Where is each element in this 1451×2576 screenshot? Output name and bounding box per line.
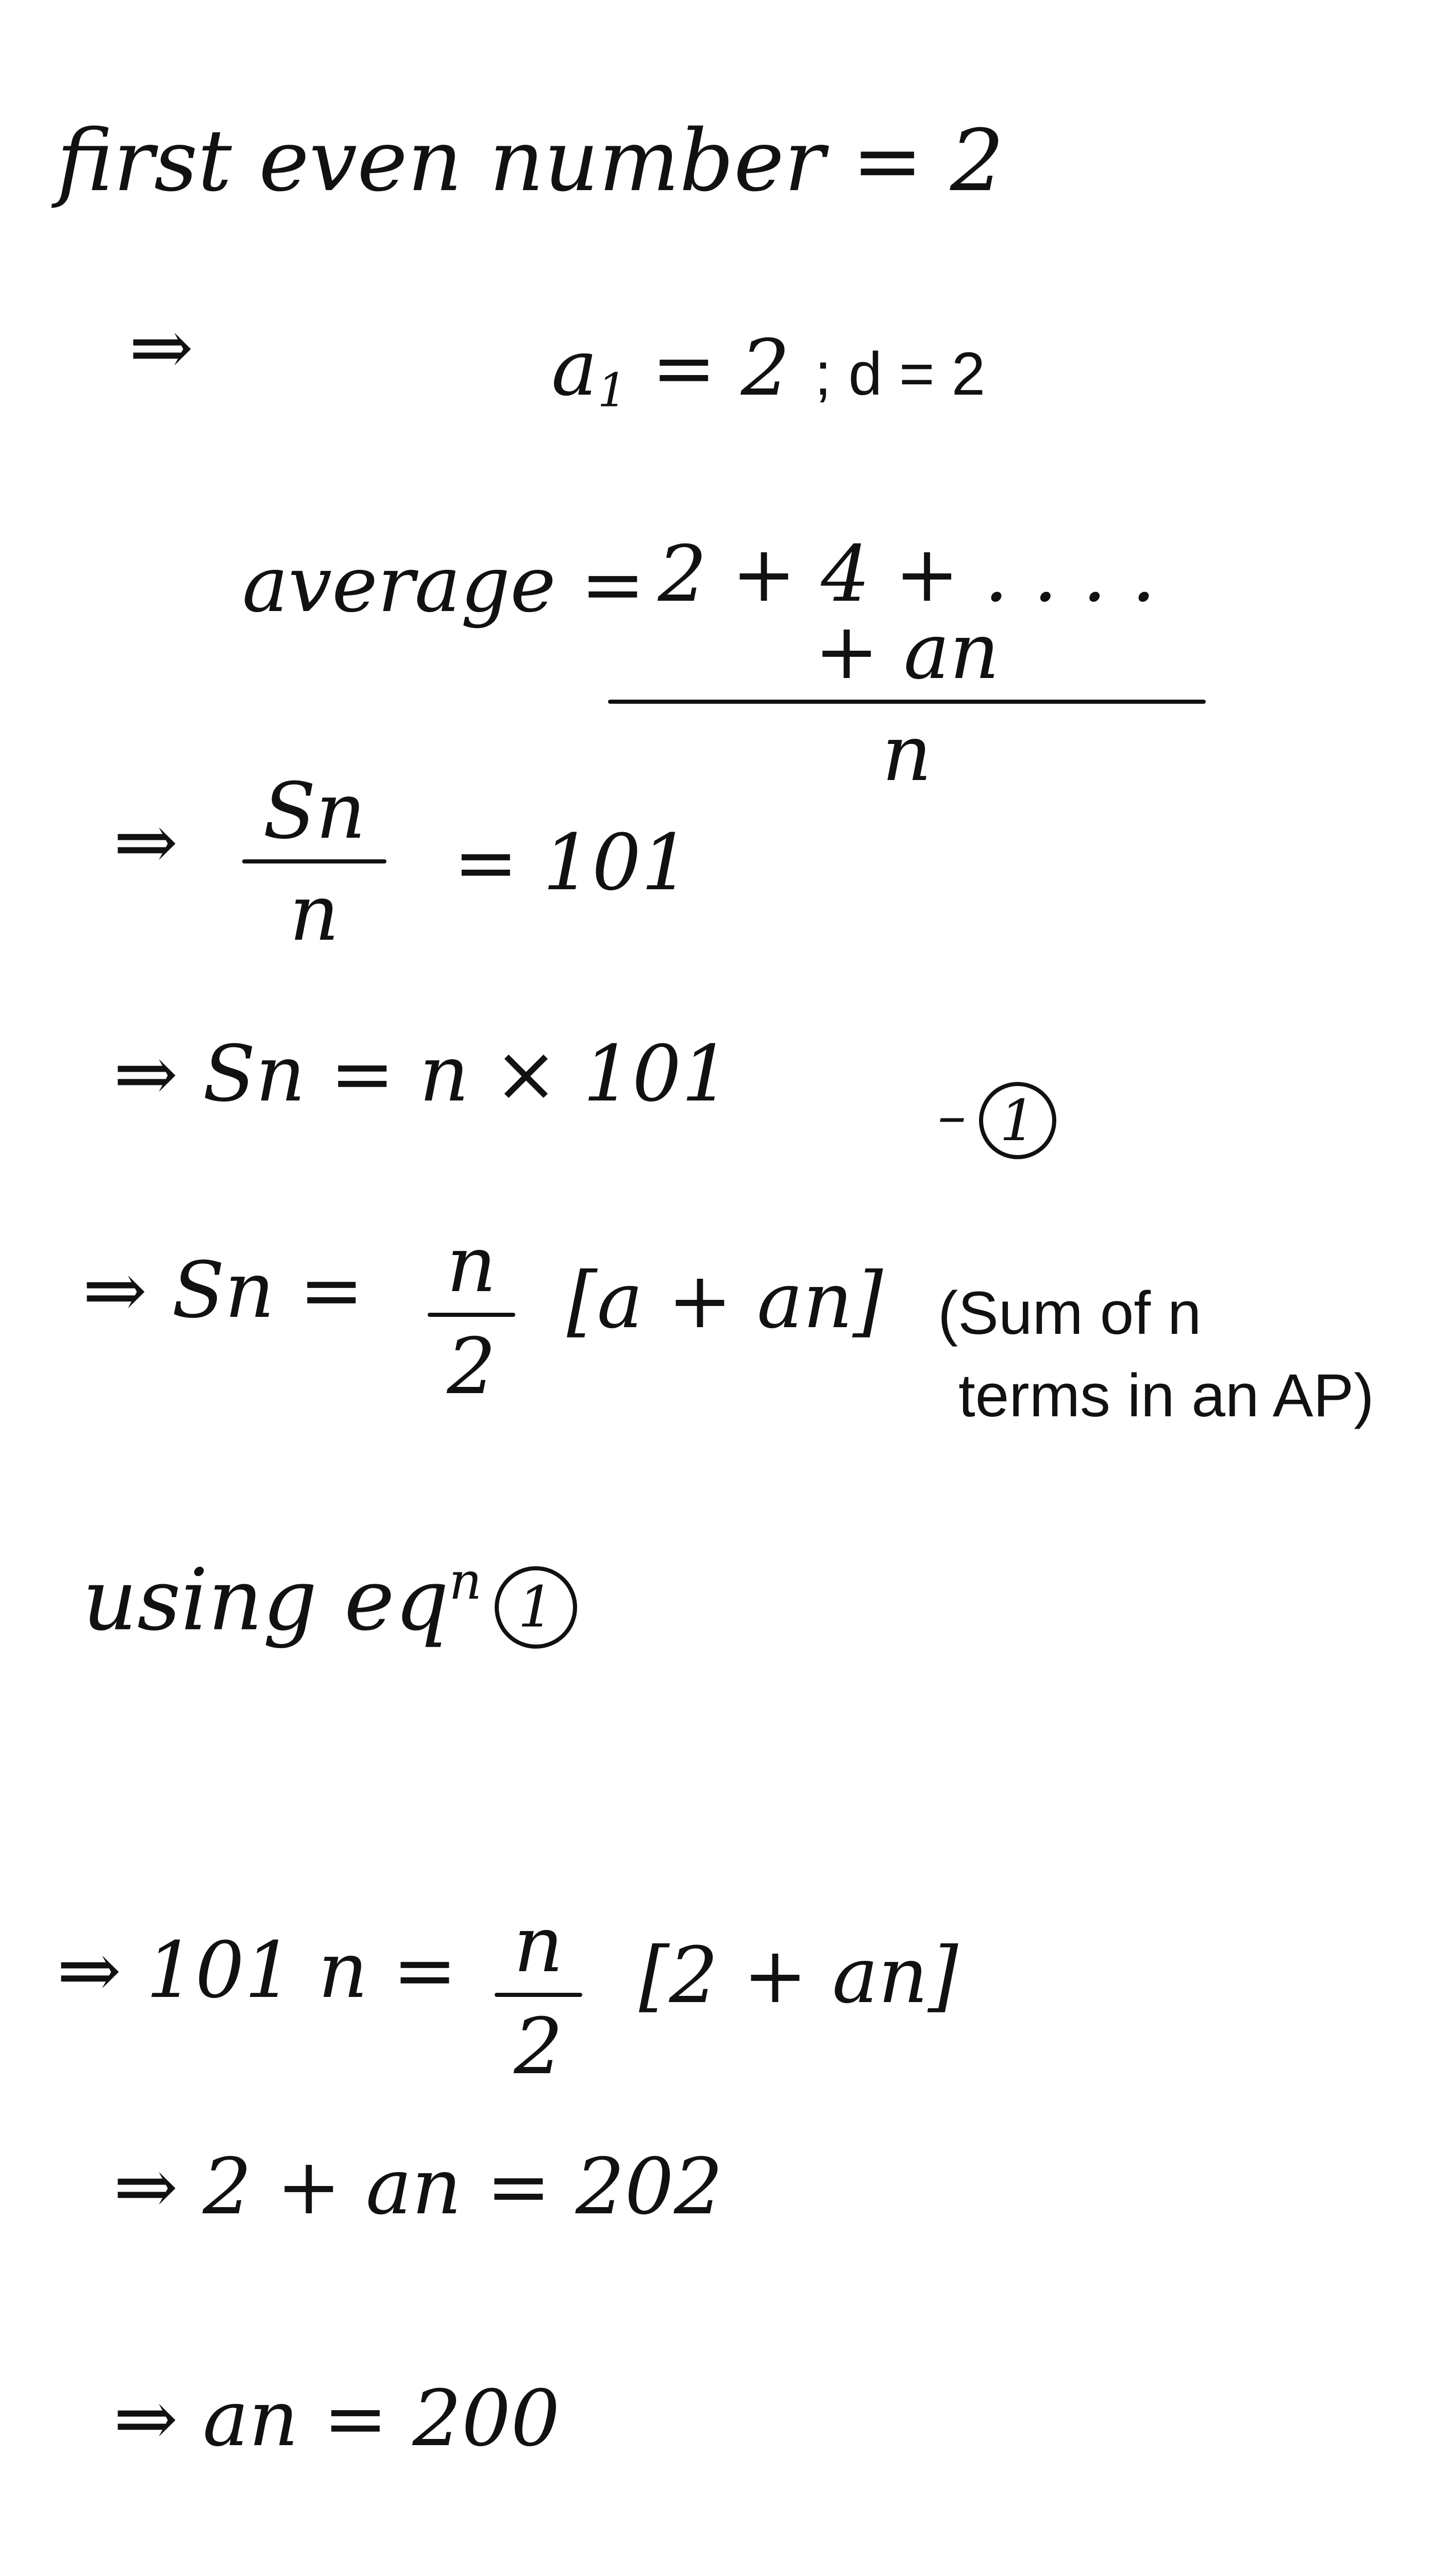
line-first-even-number: first even number = 2	[57, 111, 1004, 210]
a1-symbol: a	[551, 324, 598, 413]
two-denominator: 2	[514, 2002, 563, 2092]
eq-superscript: n	[449, 1552, 482, 1611]
using-eq-text: using eq	[82, 1550, 449, 1650]
arrow-line-4: ⇒	[113, 798, 178, 887]
line-2-plus-an-equals-202: ⇒ 2 + an = 202	[113, 2142, 723, 2232]
fraction-bar	[242, 859, 386, 863]
equation-number-1-circle: 1	[979, 1082, 1056, 1159]
note-sum-of-n: (Sum of n	[938, 1279, 1202, 1347]
n-numerator: n	[513, 1900, 564, 1990]
arrow-line-2: ⇒	[129, 303, 194, 393]
sn-numerator: Sn	[263, 767, 366, 856]
average-numerator: 2 + 4 + . . . . + an	[657, 530, 1156, 697]
n-over-2-fraction	[495, 1900, 582, 2092]
a1-subscript: 1	[597, 363, 627, 418]
line-6-left: ⇒ Sn =	[82, 1246, 364, 1335]
average-fraction	[608, 530, 1206, 799]
equals-101: = 101	[453, 818, 690, 908]
fraction-bar	[608, 700, 1206, 704]
line-sn-equals-n-times-101: ⇒ Sn = n × 101	[113, 1029, 731, 1119]
note-terms-in-an-ap: terms in an AP)	[958, 1362, 1374, 1430]
average-denominator: n	[882, 709, 932, 799]
equation-tag-dash: –	[938, 1082, 966, 1148]
common-difference-typed: ; d = 2	[814, 340, 986, 408]
fraction-bar	[428, 1313, 515, 1317]
line-a1	[551, 324, 986, 418]
fraction-bar	[495, 1993, 582, 1997]
two-denominator: 2	[447, 1322, 496, 1412]
line-8-left: ⇒ 101 n =	[57, 1926, 458, 2015]
n-over-2-fraction	[428, 1220, 515, 1412]
average-label: average =	[242, 540, 646, 630]
bracket-a-plus-an: [a + an]	[567, 1256, 883, 1346]
n-denominator: n	[289, 869, 340, 958]
line-an-equals-200: ⇒ an = 200	[113, 2374, 560, 2464]
equation-number-1-circle: 1	[495, 1566, 577, 1649]
n-numerator: n	[446, 1220, 497, 1310]
using-equation-label	[82, 1550, 482, 1650]
bracket-2-plus-an: [2 + an]	[639, 1931, 958, 2021]
sn-over-n-fraction	[242, 767, 386, 958]
a1-equals: = 2	[651, 324, 790, 413]
